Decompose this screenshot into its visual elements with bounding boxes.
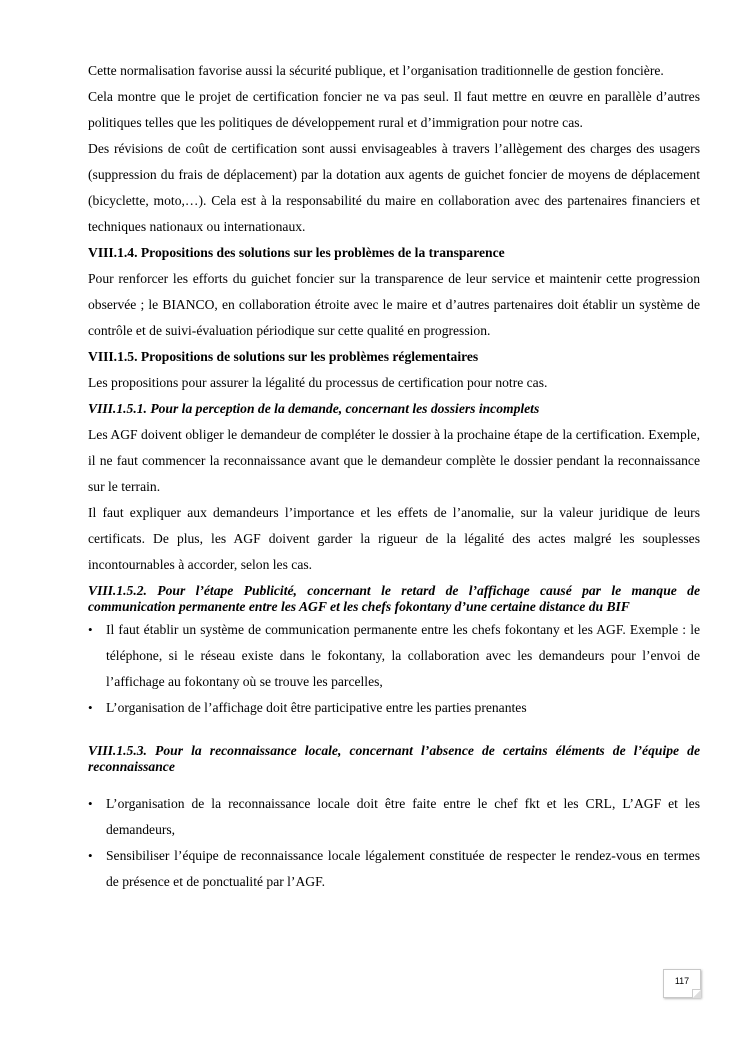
bullet-icon: • <box>88 622 93 637</box>
heading-transparence: VIII.1.4. Propositions des solutions sur les problèmes de la transparence <box>88 245 505 260</box>
paragraph-revisions-cout: Des révisions de coût de certification sont aussi envisageables à travers l’allègement des charges des usagers (suppression du frais de déplacement) par la dotation aux agents de guichet foncier de moyens de déplacement (bicyclette, moto,…). Cela est à la responsabilité du maire en collaboration avec des partenaires financiers et techniques nationaux ou internationaux. <box>88 141 700 234</box>
bullet-icon: • <box>88 848 93 863</box>
heading-perception-demande: VIII.1.5.1. Pour la perception de la demande, concernant les dossiers incomplets <box>88 401 540 416</box>
paragraph-certification-parallele: Cela montre que le projet de certification foncier ne va pas seul. Il faut mettre en œuvre en parallèle d’autres politiques telles que les politiques de développement rural et d’immigration pour notre cas. <box>88 89 700 130</box>
bullet-icon: • <box>88 796 93 811</box>
list-item: • Sensibiliser l’équipe de reconnaissance locale légalement constituée de respecter le rendez-vous en termes de présence et de ponctualité par l’AGF. <box>88 843 700 895</box>
heading-publicite: VIII.1.5.2. Pour l’étape Publicité, concernant le retard de l’affichage causé par le manque de communication permanente entre les AGF et les chefs fokontany d’une certaine distance du BIF <box>88 583 700 614</box>
heading-reglementaires: VIII.1.5. Propositions de solutions sur les problèmes réglementaires <box>88 349 479 364</box>
paragraph-expliquer-demandeurs: Il faut expliquer aux demandeurs l’importance et les effets de l’anomalie, sur la valeur juridique de leurs certificats. De plus, les AGF doivent garder la rigueur de la légalité des actes malgré les souplesses incontournables à accorder, selon les cas. <box>88 505 700 572</box>
list-reconnaissance <box>88 791 700 895</box>
list-item: • L’organisation de la reconnaissance locale doit être faite entre le chef fkt et les CRL, L’AGF et les demandeurs, <box>88 791 700 843</box>
document-page <box>88 58 700 895</box>
page-number: 117 <box>663 969 701 998</box>
paragraph-guichet-foncier: Pour renforcer les efforts du guichet foncier sur la transparence de leur service et maintenir cette progression observée ; le BIANCO, en collaboration étroite avec le maire et d’autres partenaires doit établir un système de contrôle et de suivi-évaluation périodique sur cette qualité en progression. <box>88 271 700 338</box>
list-publicite <box>88 617 700 721</box>
heading-reconnaissance-locale: VIII.1.5.3. Pour la reconnaissance locale, concernant l’absence de certains éléments de l’équipe de reconnaissance <box>88 743 700 774</box>
bullet-icon: • <box>88 700 93 715</box>
paragraph-propositions-legalite: Les propositions pour assurer la légalité du processus de certification pour notre cas. <box>88 375 548 390</box>
page-fold-decoration <box>692 989 701 998</box>
paragraph-normalisation: Cette normalisation favorise aussi la sécurité publique, et l’organisation traditionnelle de gestion foncière. <box>88 63 664 78</box>
paragraph-agf-obliger: Les AGF doivent obliger le demandeur de compléter le dossier à la prochaine étape de la certification. Exemple, il ne faut commencer la reconnaissance avant que le demandeur complète le dossier pendant la reconnaissance sur le terrain. <box>88 427 700 494</box>
list-item: • Il faut établir un système de communication permanente entre les chefs fokontany et les AGF. Exemple : le téléphone, si le réseau existe dans le fokontany, la collaboration avec les demandeurs pour l’envoi de l’affichage au fokontany où se trouve les parcelles, <box>88 617 700 695</box>
list-item: • L’organisation de l’affichage doit être participative entre les parties prenantes <box>88 695 700 721</box>
